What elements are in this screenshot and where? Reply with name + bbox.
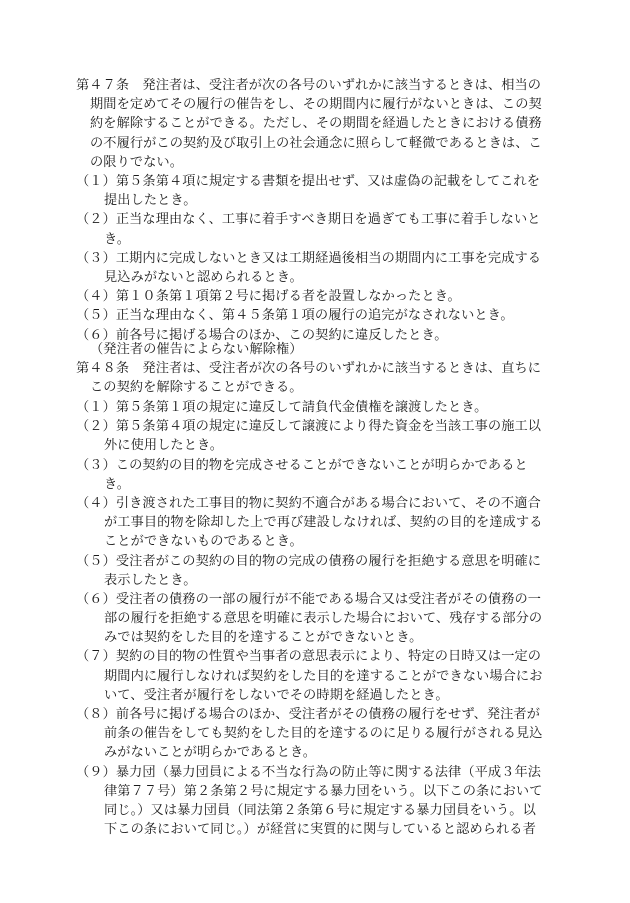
list-item — [76, 590, 542, 648]
item-line: いて、受注者が履行をしないでその時期を経過したとき。 — [104, 687, 449, 703]
list-item — [76, 552, 542, 590]
article-47-line: の不履行がこの契約及び取引上の社会通念に照らして軽微であるときは、こ — [90, 135, 542, 151]
item-line: 律第７７号）第２条第２号に規定する暴力団をいう。以下この条において — [104, 783, 543, 799]
item-line: 部の履行を拒絶する意思を明確に表示した場合において、残存する部分の — [104, 611, 543, 627]
item-line: 提出したとき。 — [104, 193, 197, 209]
item-line: （９）暴力団（暴力団員による不当な行為の防止等に関する法律（平成３年法 — [76, 764, 542, 780]
item-line: みでは契約をした目的を達することができないとき。 — [104, 630, 423, 646]
item-line: 下この条において同じ。）が経営に実質的に関与していると認められる者 — [104, 822, 536, 838]
item-line: （８）前各号に掲げる場合のほか、受注者がその債務の履行をせず、発注者が — [76, 707, 541, 722]
item-line: き。 — [104, 231, 131, 247]
list-item — [76, 456, 542, 494]
article-47-line: 期間を定めてその履行の催告をし、その期間内に履行がないときは、この契 — [90, 97, 542, 113]
article-48 — [76, 359, 541, 397]
item-line: （６）受注者の債務の一部の履行が不能である場合又は受注者がその債務の一 — [76, 591, 542, 607]
item-line: ことができないものであるとき。 — [104, 534, 303, 550]
list-item — [76, 705, 542, 763]
item-line: 外に使用したとき。 — [104, 438, 224, 454]
item-line: （２）第５条第４項の規定に違反して譲渡により得た資金を当該工事の施工以 — [76, 419, 542, 435]
article-47-line: 約を解除することができる。ただし、その期間を経過したときにおける債務 — [90, 116, 542, 132]
item-line: （７）契約の目的物の性質や当事者の意思表示により、特定の日時又は一定の — [76, 649, 542, 665]
item-line: き。 — [104, 476, 131, 492]
article-48-line: 第４８条 発注者は、受注者が次の各号のいずれかに該当するときは、直ちに — [76, 361, 542, 376]
item-line: みがないことが明らかであるとき。 — [104, 745, 317, 761]
item-line: （４）引き渡された工事目的物に契約不適合がある場合において、その不適合 — [76, 495, 541, 511]
article-48-items — [76, 398, 542, 839]
item-line: （１）第５条第４項に規定する書類を提出せず、又は虚偽の記載をしてこれを — [76, 174, 541, 189]
list-item — [76, 249, 541, 287]
article-47-line: の限りでない。 — [90, 154, 184, 170]
section-heading-48 — [90, 340, 303, 359]
list-item — [76, 172, 541, 210]
list-item — [76, 647, 542, 705]
item-line: （３）この契約の目的物を完成させることができないことが明らかであると — [76, 457, 528, 473]
item-line: 前条の催告をしても契約をした目的を達するのに足りる履行がされる見込 — [104, 726, 543, 742]
item-line: 期間内に履行しなければ契約をした目的を達することができない場合にお — [104, 668, 543, 684]
article-47-line: 第４７条 発注者は、受注者が次の各号のいずれかに該当するときは、相当の — [76, 78, 542, 93]
item-line: （５）正当な理由なく、第４５条第１項の履行の追完がなされないとき。 — [76, 308, 514, 324]
item-line: （１）第５条第１項の規定に違反して請負代金債権を譲渡したとき。 — [76, 400, 488, 415]
item-line: が工事目的物を除却した上で再び建設しなければ、契約の目的を達成する — [104, 515, 543, 531]
item-line: （２）正当な理由なく、工事に着手すべき期日を過ぎても工事に着手しないと — [76, 212, 541, 228]
list-item — [76, 306, 541, 325]
item-line: （４）第１０条第１項第２号に掲げる者を設置しなかったとき。 — [76, 289, 461, 305]
list-item — [76, 417, 542, 455]
article-47 — [76, 76, 542, 172]
item-line: （６）前各号に掲げる場合のほか、この契約に違反したとき。 — [76, 327, 448, 343]
item-line: 同じ。）又は暴力団員（同法第２条第６号に規定する暴力団員をいう。以 — [104, 802, 536, 818]
heading-text: （発注者の催告によらない解除権） — [90, 342, 303, 357]
list-item — [76, 398, 542, 417]
item-line: （３）工期内に完成しないとき又は工期経過後相当の期間内に工事を完成する — [76, 250, 542, 266]
list-item — [76, 287, 541, 306]
item-line: 表示したとき。 — [104, 572, 197, 588]
item-line: （５）受注者がこの契約の目的物の完成の債務の履行を拒絶する意思を明確に — [76, 553, 542, 569]
article-47-items — [76, 172, 541, 345]
item-line: 見込みがないと認められるとき。 — [104, 269, 303, 285]
list-item — [76, 763, 542, 840]
list-item — [76, 494, 542, 552]
article-48-line: この契約を解除することができる。 — [90, 380, 303, 396]
list-item — [76, 210, 541, 248]
